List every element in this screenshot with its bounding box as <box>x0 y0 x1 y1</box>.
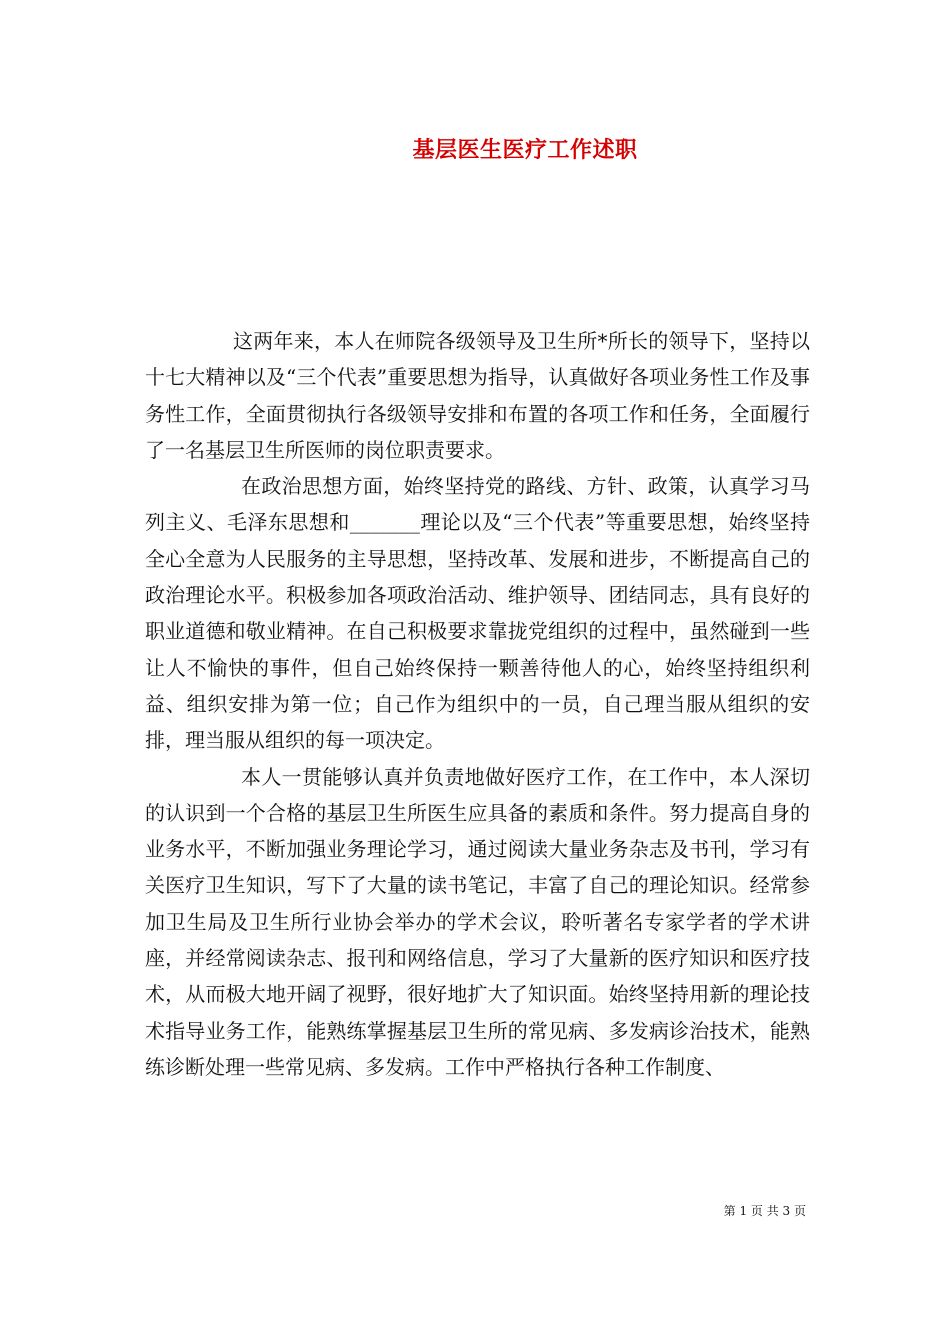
paragraph-medical-work: 本人一贯能够认真并负责地做好医疗工作，在工作中，本人深切的认识到一个合格的基层卫生所医生应具备的素质和条件。努力提高自身的业务水平，不断加强业务理论学习，通过阅读大量业务杂志及书刊，学习有关医疗卫生知识，写下了大量的读书笔记，丰富了自己的理论知识。经常参加卫生局及卫生所行业协会举办的学术会议，聆听著名专家学者的学术讲座，并经常阅读杂志、报刊和网络信息，学习了大量新的医疗知识和医疗技术，从而极大地开阔了视野，很好地扩大了知识面。始终坚持用新的理论技术指导业务工作，能熟练掌握基层卫生所的常见病、多发病诊治技术，能熟练诊断处理一些常见病、多发病。工作中严格执行各种工作制度、 <box>145 764 810 1079</box>
document-title: 基层医生医疗工作述职 <box>412 137 638 163</box>
paragraph-political-thought: 在政治思想方面，始终坚持党的路线、方针、政策，认真学习马列主义、毛泽东思想和_______理论以及“三个代表”等重要思想，始终坚持全心全意为人民服务的主导思想，坚持改革、发展和进步，不断提高自己的政治理论水平。积极参加各项政治活动、维护领导、团结同志，具有良好的职业道德和敬业精神。在自己积极要求靠拢党组织的过程中，虽然碰到一些让人不愉快的事件，但自己始终保持一颗善待他人的心，始终坚持组织利益、组织安排为第一位；自己作为组织中的一员，自己理当服从组织的安排，理当服从组织的每一项决定。 <box>145 474 810 753</box>
paragraph-introduction: 这两年来，本人在师院各级领导及卫生所*所长的领导下，坚持以十七大精神以及“三个代表”重要思想为指导，认真做好各项业务性工作及事务性工作，全面贯彻执行各级领导安排和布置的各项工作和任务，全面履行了一名基层卫生所医师的岗位职责要求。 <box>145 329 810 462</box>
page-number-footer: 第 1 页 共 3 页 <box>723 1204 806 1218</box>
document-body <box>145 323 810 1085</box>
